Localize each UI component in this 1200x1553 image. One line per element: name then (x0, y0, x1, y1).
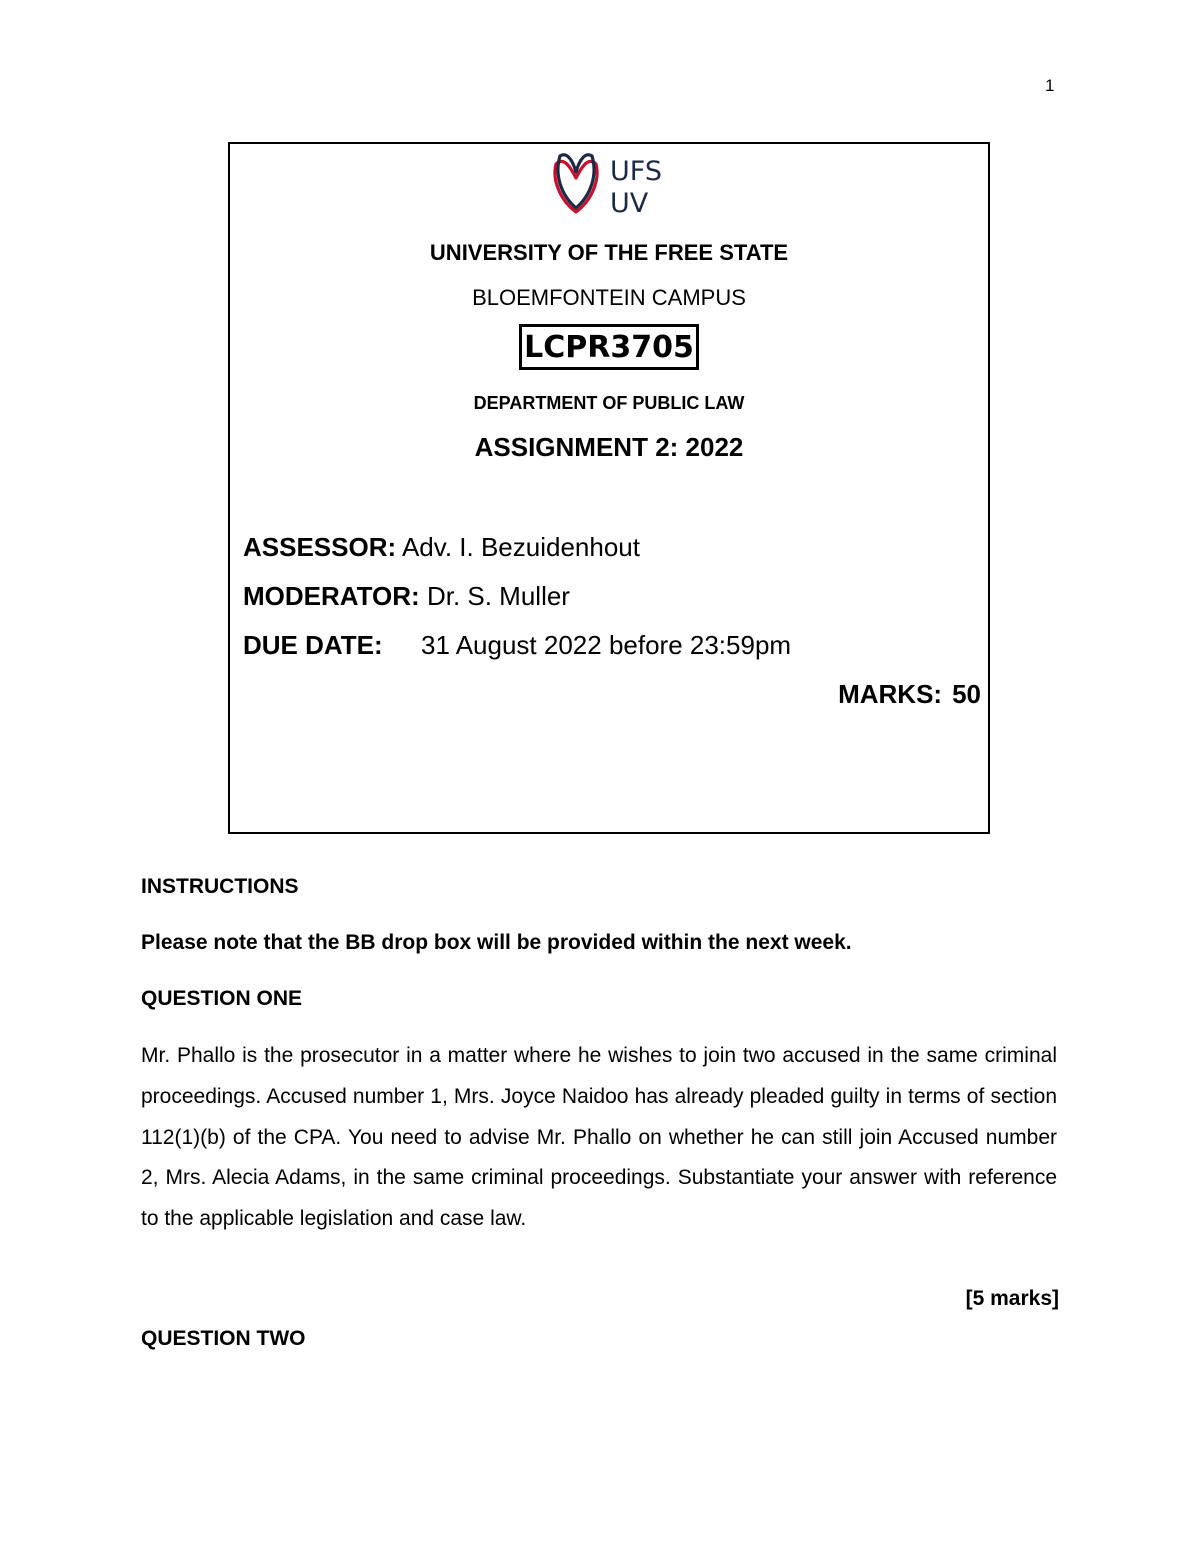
ufs-logo (548, 150, 678, 218)
moderator-row (243, 581, 570, 612)
campus-name: BLOEMFONTEIN CAMPUS (472, 285, 746, 310)
course-code: LCPR3705 (519, 324, 699, 370)
course-code-wrapper (228, 324, 990, 370)
question-two-heading: QUESTION TWO (141, 1327, 306, 1350)
due-date-row (243, 630, 792, 661)
instructions-heading: INSTRUCTIONS (141, 875, 299, 898)
moderator-label: MODERATOR: (243, 581, 420, 611)
assessor-label: ASSESSOR: (243, 532, 397, 562)
department-name: DEPARTMENT OF PUBLIC LAW (473, 393, 745, 413)
assessor-row (243, 532, 640, 563)
assessor-value: Adv. I. Bezuidenhout (401, 532, 640, 562)
logo-text-uv: UV (610, 188, 649, 218)
page-number: 1 (1045, 76, 1055, 95)
assignment-title: ASSIGNMENT 2: 2022 (474, 432, 744, 462)
marks-value: 50 (952, 679, 981, 709)
instructions-note: Please note that the BB drop box will be provided within the next week. (141, 931, 852, 954)
question-one-text: Mr. Phallo is the prosecutor in a matter where he wishes to join two accused in the same criminal proceedings. Accused number 1, Mrs. Joyce Naidoo has already pleaded guilty in terms of section 112(1)(b) of the CPA. You need to advise Mr. Phallo on whether he can still join Accused number 2, Mrs. Alecia Adams, in the same criminal proceedings. Substantiate your answer with reference to the applicable legislation and case law. (141, 1044, 1057, 1231)
due-date-value: 31 August 2022 before 23:59pm (421, 630, 792, 660)
question-one-heading: QUESTION ONE (141, 987, 303, 1010)
university-name: UNIVERSITY OF THE FREE STATE (429, 240, 789, 265)
question-one-marks: [5 marks] (965, 1287, 1059, 1310)
logo-text-ufs: UFS (610, 156, 662, 187)
marks-label: MARKS: (838, 679, 943, 709)
due-date-label: DUE DATE: (243, 630, 383, 660)
moderator-value: Dr. S. Muller (426, 581, 570, 611)
total-marks-row (838, 679, 981, 710)
